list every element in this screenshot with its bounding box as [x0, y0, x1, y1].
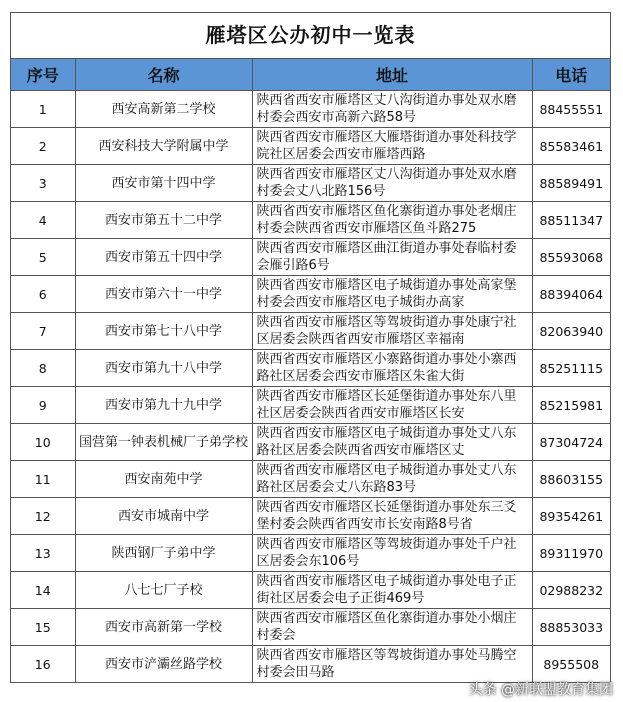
cell-phone: 82063940	[532, 313, 610, 350]
watermark: 头条 @新联盟教育集团	[468, 682, 613, 698]
cell-address: 陕西省西安市雁塔区鱼化寨街道办事处小烟庄村委会	[252, 609, 532, 646]
cell-school-name: 西安市第五十二中学	[75, 202, 252, 239]
cell-address: 陕西省西安市雁塔区小寨路街道办事处小寨西路社区居委会西安市雁塔区朱雀大街	[252, 350, 532, 387]
table-row	[11, 387, 610, 424]
cell-address: 陕西省西安市雁塔区丈八沟街道办事处双水磨村委会丈八北路156号	[252, 165, 532, 202]
cell-index: 8	[11, 350, 75, 387]
cell-index: 10	[11, 424, 75, 461]
cell-address: 陕西省西安市雁塔区电子城街道办事处电子正街社区居委会电子正街469号	[252, 572, 532, 609]
table-row	[11, 91, 610, 128]
cell-phone: 85583461	[532, 128, 610, 165]
header-address: 地址	[252, 59, 532, 91]
cell-school-name: 西安市第九十八中学	[75, 350, 252, 387]
cell-phone: 88853033	[532, 609, 610, 646]
cell-index: 5	[11, 239, 75, 276]
table-row	[11, 202, 610, 239]
cell-address: 陕西省西安市雁塔区电子城街道办事处高家堡村委会西安市雁塔区电子城街办高家	[252, 276, 532, 313]
cell-phone: 88511347	[532, 202, 610, 239]
table-row	[11, 424, 610, 461]
table-row	[11, 461, 610, 498]
cell-school-name: 西安市高新第一学校	[75, 609, 252, 646]
cell-school-name: 西安科技大学附属中学	[75, 128, 252, 165]
cell-address: 陕西省西安市雁塔区等驾坡街道办事处康宁社区居委会陕西省西安市雁塔区幸福南	[252, 313, 532, 350]
table-row	[11, 535, 610, 572]
cell-school-name: 陕西钢厂子弟中学	[75, 535, 252, 572]
school-table	[11, 59, 610, 682]
cell-index: 12	[11, 498, 75, 535]
cell-index: 14	[11, 572, 75, 609]
cell-school-name: 西安南苑中学	[75, 461, 252, 498]
cell-school-name: 西安市浐灞丝路学校	[75, 646, 252, 683]
cell-address: 陕西省西安市雁塔区等驾坡街道办事处马腾空村委会田马路	[252, 646, 532, 683]
cell-school-name: 西安市第五十四中学	[75, 239, 252, 276]
cell-index: 1	[11, 91, 75, 128]
table-row	[11, 313, 610, 350]
cell-index: 3	[11, 165, 75, 202]
cell-index: 7	[11, 313, 75, 350]
cell-phone: 85215981	[532, 387, 610, 424]
table-row	[11, 276, 610, 313]
cell-phone: 89354261	[532, 498, 610, 535]
cell-school-name: 西安市第九十九中学	[75, 387, 252, 424]
cell-school-name: 西安市第六十一中学	[75, 276, 252, 313]
cell-phone: 85251115	[532, 350, 610, 387]
header-index: 序号	[11, 59, 75, 91]
cell-address: 陕西省西安市雁塔区曲江街道办事处春临村委会雁引路6号	[252, 239, 532, 276]
cell-school-name: 西安高新第二学校	[75, 91, 252, 128]
table-row	[11, 350, 610, 387]
cell-phone: 88394064	[532, 276, 610, 313]
cell-phone: 89311970	[532, 535, 610, 572]
cell-phone: 87304724	[532, 424, 610, 461]
cell-school-name: 西安市城南中学	[75, 498, 252, 535]
cell-phone: 88589491	[532, 165, 610, 202]
cell-index: 9	[11, 387, 75, 424]
cell-school-name: 西安市第十四中学	[75, 165, 252, 202]
table-row	[11, 165, 610, 202]
header-name: 名称	[75, 59, 252, 91]
table-row	[11, 609, 610, 646]
cell-address: 陕西省西安市雁塔区等驾坡街道办事处千户社区居委会东106号	[252, 535, 532, 572]
table-title: 雁塔区公办初中一览表	[11, 13, 610, 59]
cell-phone: 88455551	[532, 91, 610, 128]
cell-phone: 8955508	[532, 646, 610, 683]
table-row	[11, 239, 610, 276]
table-row	[11, 646, 610, 683]
table-row	[11, 128, 610, 165]
table-row	[11, 572, 610, 609]
table-row	[11, 498, 610, 535]
cell-index: 16	[11, 646, 75, 683]
cell-address: 陕西省西安市雁塔区长延堡街道办事处东三爻堡村委会陕西省西安市长安南路8号省	[252, 498, 532, 535]
cell-phone: 85593068	[532, 239, 610, 276]
cell-index: 11	[11, 461, 75, 498]
cell-school-name: 八七七厂子校	[75, 572, 252, 609]
cell-index: 15	[11, 609, 75, 646]
cell-index: 4	[11, 202, 75, 239]
cell-index: 2	[11, 128, 75, 165]
cell-school-name: 西安市第七十八中学	[75, 313, 252, 350]
cell-school-name: 国营第一钟表机械厂子弟学校	[75, 424, 252, 461]
cell-address: 陕西省西安市雁塔区电子城街道办事处丈八东路社区居委会丈八东路83号	[252, 461, 532, 498]
cell-index: 13	[11, 535, 75, 572]
school-table-sheet	[10, 12, 611, 683]
header-phone: 电话	[532, 59, 610, 91]
cell-phone: 02988232	[532, 572, 610, 609]
cell-address: 陕西省西安市雁塔区鱼化寨街道办事处老烟庄村委会陕西省西安市雁塔区鱼斗路275	[252, 202, 532, 239]
cell-index: 6	[11, 276, 75, 313]
cell-address: 陕西省西安市雁塔区长延堡街道办事处东八里社区居委会陕西省西安市雁塔区长安	[252, 387, 532, 424]
header-row	[11, 59, 610, 91]
cell-phone: 88603155	[532, 461, 610, 498]
cell-address: 陕西省西安市雁塔区丈八沟街道办事处双水磨村委会西安市高新六路58号	[252, 91, 532, 128]
cell-address: 陕西省西安市雁塔区电子城街道办事处丈八东路社区居委会陕西省西安市雁塔区丈	[252, 424, 532, 461]
cell-address: 陕西省西安市雁塔区大雁塔街道办事处科技学院社区居委会西安市雁塔西路	[252, 128, 532, 165]
